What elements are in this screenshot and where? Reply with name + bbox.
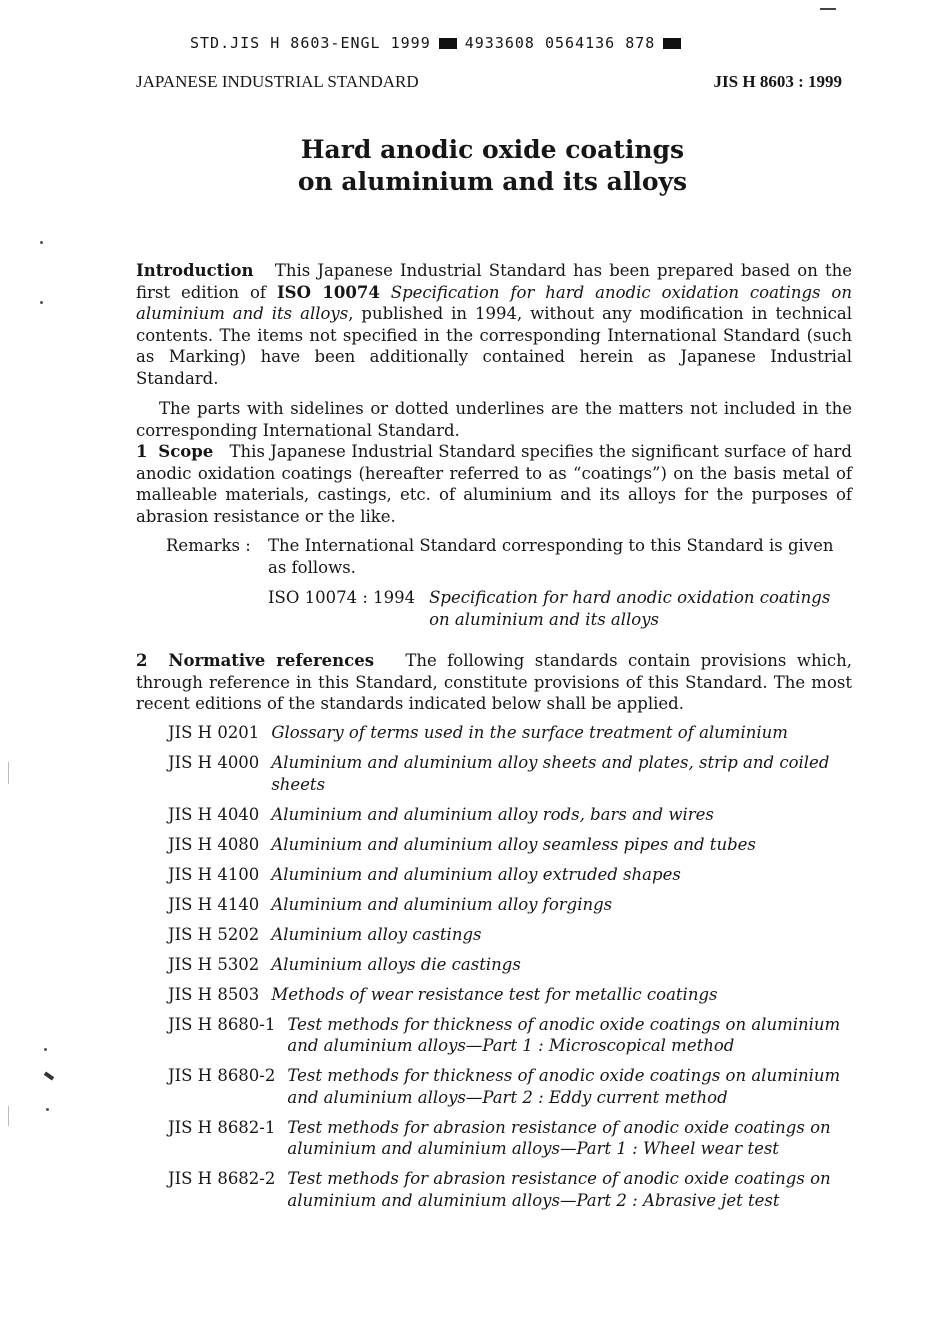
- reference-item: [168, 1014, 858, 1057]
- reference-title: Test methods for thickness of anodic oxide coatings on aluminium and aluminium alloys—Part 1 : Microscopical method: [287, 1014, 841, 1055]
- reference-item: [168, 1117, 858, 1160]
- reference-code: JIS H 8682-1: [168, 1117, 276, 1137]
- normative-heading: Normative references: [168, 651, 375, 670]
- reference-code: JIS H 8680-2: [168, 1066, 276, 1085]
- reference-item: [168, 1168, 858, 1211]
- stamp-right: 4933608 0564136 878: [464, 34, 656, 52]
- reference-code: JIS H 5302: [168, 954, 260, 974]
- reference-list: [168, 722, 858, 1220]
- reference-code: JIS H 5202: [168, 924, 260, 944]
- stamp-block: [439, 38, 457, 49]
- reference-title: Aluminium alloy castings: [271, 924, 482, 944]
- scope-heading: Scope: [158, 442, 214, 461]
- scan-line: [8, 1106, 9, 1126]
- scan-speck: [44, 1048, 47, 1051]
- reference-code: JIS H 0201: [168, 723, 260, 742]
- reference-title: Aluminium and aluminium alloy extruded shapes: [271, 864, 681, 884]
- reference-title: Test methods for abrasion resistance of anodic oxide coatings on aluminium and aluminium alloys—Part 1 : Wheel wear test: [287, 1117, 831, 1158]
- normative-number: 2: [136, 651, 148, 670]
- reference-code: JIS H 8503: [168, 984, 260, 1004]
- reference-code: JIS H 8682-2: [168, 1169, 276, 1188]
- reference-item: [168, 752, 858, 795]
- scan-line: [8, 762, 9, 784]
- reference-code: JIS H 4080: [168, 834, 260, 854]
- reference-item: [168, 954, 858, 976]
- reference-code: JIS H 4000: [168, 753, 260, 772]
- reference-title: Test methods for thickness of anodic oxide coatings on aluminium and aluminium alloys—Part 2 : Eddy current method: [287, 1066, 841, 1107]
- scan-line: [820, 8, 836, 10]
- reference-item: [168, 894, 858, 916]
- intro-text-b: , published in 1994, without any modification in technical contents. The items not specified in the corresponding International Standard (such as Marking) have been additionally contained herein as Japanese Industrial Standard.: [136, 304, 852, 388]
- reference-title: Aluminium and aluminium alloy rods, bars and wires: [271, 804, 714, 824]
- normative-text: The following standards contain provisions which, through reference in this Standard, constitute provisions of this Standard. The most recent editions of the standards indicated below shall be applied.: [136, 651, 852, 713]
- reference-item: [168, 1065, 858, 1108]
- reference-item: [168, 722, 858, 744]
- remarks-label: Remarks :: [166, 536, 251, 555]
- sideline-note: The parts with sidelines or dotted underlines are the matters not included in the corresponding International Standard.: [136, 399, 852, 440]
- iso-title: Specification for hard anodic oxidation coatings on aluminium and its alloys: [136, 282, 852, 323]
- scope-number: 1: [136, 442, 148, 461]
- stamp-block: [663, 38, 681, 49]
- reference-title: Methods of wear resistance test for metallic coatings: [271, 984, 718, 1004]
- reference-title: Aluminium and aluminium alloy sheets and plates, strip and coiled sheets: [271, 753, 830, 794]
- reference-title: Aluminium and aluminium alloy forgings: [271, 894, 613, 914]
- intro-text-a: This Japanese Industrial Standard has been prepared based on the first edition of: [136, 261, 852, 302]
- reference-title: Aluminium and aluminium alloy seamless pipes and tubes: [271, 834, 756, 854]
- scope-section: [136, 441, 852, 527]
- reference-item: [168, 924, 858, 946]
- title-line-2: on aluminium and its alloys: [297, 167, 688, 196]
- scan-speck: [46, 1108, 49, 1111]
- stamp-left: STD.JIS H 8603-ENGL 1999: [190, 34, 431, 52]
- reference-code: JIS H 4140: [168, 894, 260, 914]
- iso-reference: ISO 10074: [276, 282, 380, 302]
- reference-code: JIS H 4040: [168, 804, 260, 824]
- reference-title: Test methods for abrasion resistance of anodic oxide coatings on aluminium and aluminium alloys—Part 2 : Abrasive jet test: [287, 1169, 831, 1210]
- reference-title: Glossary of terms used in the surface treatment of aluminium: [271, 723, 788, 742]
- header-standard-name: JAPANESE INDUSTRIAL STANDARD: [136, 72, 419, 91]
- scope-text: This Japanese Industrial Standard specifies the significant surface of hard anodic oxidation coatings (hereafter referred to as “coatings”) on the basis metal of malleable materials, castings, etc. of aluminium and its alloys for the purposes of abrasion resistance or the like.: [136, 442, 852, 526]
- remarks-ref-code: ISO 10074 : 1994: [268, 588, 416, 607]
- reference-code: JIS H 8680-1: [168, 1014, 276, 1034]
- scan-speck: [40, 301, 43, 304]
- remarks-ref-title: Specification for hard anodic oxidation coatings on aluminium and its alloys: [429, 588, 831, 629]
- scan-speck: [40, 241, 43, 244]
- normative-paragraph: [136, 650, 852, 715]
- scope-paragraph: [136, 441, 852, 527]
- introduction-section: [136, 260, 852, 441]
- remarks-text: The International Standard corresponding to this Standard is given as follows.: [268, 536, 834, 577]
- reference-code: JIS H 4100: [168, 864, 260, 884]
- scan-mark: [44, 1071, 54, 1080]
- header-standard-number: JIS H 8603 : 1999: [713, 72, 842, 91]
- normative-references-section: [136, 650, 852, 715]
- reference-item: [168, 984, 858, 1006]
- reference-item: [168, 834, 858, 856]
- document-stamp: [190, 34, 810, 52]
- introduction-paragraph: [136, 260, 852, 389]
- introduction-heading: Introduction: [136, 261, 254, 280]
- scope-remarks: [166, 535, 856, 630]
- reference-title: Aluminium alloys die castings: [271, 954, 521, 974]
- title-line-1: Hard anodic oxide coatings: [300, 135, 685, 164]
- reference-item: [168, 864, 858, 886]
- page-title: [0, 134, 950, 198]
- reference-item: [168, 804, 858, 826]
